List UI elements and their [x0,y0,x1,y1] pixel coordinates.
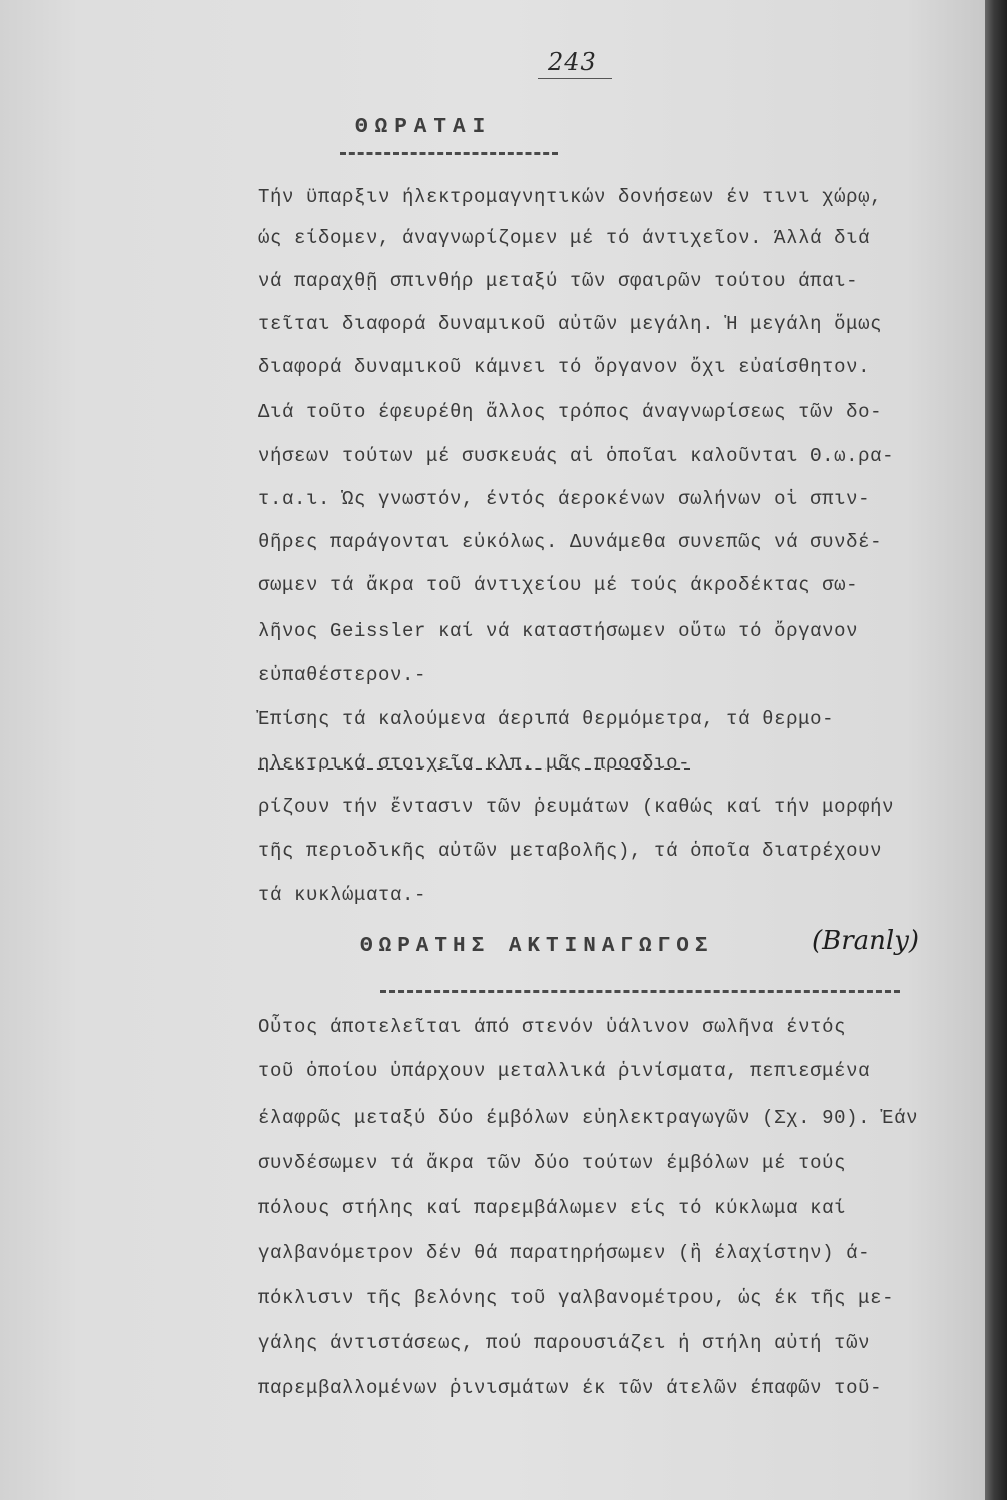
text-line: εὐπαθέστερον.- [258,664,427,686]
text-line: γάλης άντιστάσεως, πού παρουσιάζει ἡ στήλη αὐτή τῶν [258,1332,871,1354]
text-line: πόλους στήλης καί παρεμβάλωμεν είς τό κύκλωμα καί [258,1197,847,1219]
section-heading-thoratis-aktinagogos: ΘΩΡΑΤΗΣ ΑΚΤΙΝΑΓΩΓΟΣ [360,935,714,958]
heading-rule [380,990,900,993]
text-line: Ἐπίσης τά καλούμενα άεριπά θερμόμετρα, τά θερμο- [258,708,835,730]
text-line: νά παραχθῇ σπινθήρ μεταξύ τῶν σφαιρῶν τούτου άπαι- [258,270,859,292]
text-line: παρεμβαλλομένων ῥινισμάτων έκ τῶν άτελῶν έπαφῶν τοῦ- [258,1377,883,1399]
text-line: τῆς περιοδικῆς αὐτῶν μεταβολῆς), τά ὁποῖα διατρέχουν [258,840,883,862]
text-line: τά κυκλώματα.- [258,884,427,906]
text-line: Οὗτος άποτελεῖται άπό στενόν ὑάλινον σωλῆνα έντός [258,1016,847,1038]
text-line: γαλβανόμετρον δέν θά παρατηρήσωμεν (ἢ έλαχίστην) ά- [258,1242,871,1264]
heading-rule [340,152,558,155]
page-number-underline [538,78,612,79]
text-line: Διά τοῦτο έφευρέθη ἄλλος τρόπος άναγνωρίσεως τῶν δο- [258,401,883,423]
text-line: συνδέσωμεν τά ἄκρα τῶν δύο τούτων έμβόλων μέ τούς [258,1152,847,1174]
text-line: πόκλισιν τῆς βελόνης τοῦ γαλβανομέτρου, ὡς έκ τῆς με- [258,1287,895,1309]
text-line: λῆνος Geissler καί νά καταστήσωμεν οὕτω τό ὄργανον [258,620,859,642]
text-line: ρίζουν τήν ἔντασιν τῶν ῥευμάτων (καθώς καί τήν μορφήν [258,796,895,818]
text-line: τεῖται διαφορά δυναμικοῦ αὐτῶν μεγάλη. Ἡ μεγάλη ὅμως [258,313,883,335]
text-line: θῆρες παράγονται εὐκόλως. Δυνάμεθα συνεπῶς νά συνδέ- [258,531,883,553]
text-line: τοῦ ὁποίου ὑπάρχουν μεταλλικά ῥινίσματα, πεπιεσμένα [258,1060,871,1082]
text-line: διαφορά δυναμικοῦ κάμνει τό ὄργανον ὄχι εὐαίσθητον. [258,356,871,378]
text-line: τ.α.ι. Ὡς γνωστόν, έντός άεροκένων σωλήνων οἱ σπιν- [258,488,871,510]
text-line: έλαφρῶς μεταξύ δύο έμβόλων εὐηλεκτραγωγῶν (Σχ. 90). Ἐάν [258,1107,919,1129]
text-line: ώς είδομεν, άναγνωρίζομεν μέ τό άντιχεῖον. Άλλά διά [258,227,871,249]
text-line: νήσεων τούτων μέ συσκευάς αἱ ὁποῖαι καλοῦνται Θ.ω.ρα- [258,445,895,467]
scan-page-edge [985,0,1007,1500]
text-line: σωμεν τά ἄκρα τοῦ άντιχείου μέ τούς άκροδέκτας σω- [258,574,859,596]
text-line: Τήν ϋπαρξιν ήλεκτρομαγνητικών δονήσεων έν τινι χώρῳ, [258,186,883,208]
section-heading-thoratai: ΘΩΡΑΤΑΙ [355,116,493,139]
handwritten-branly: (Branly) [812,926,920,956]
page-number: 243 [548,48,597,76]
text-line: ηλεκτρικά στοιχεῖα κλπ. μᾶς προσδιο- [258,752,691,774]
